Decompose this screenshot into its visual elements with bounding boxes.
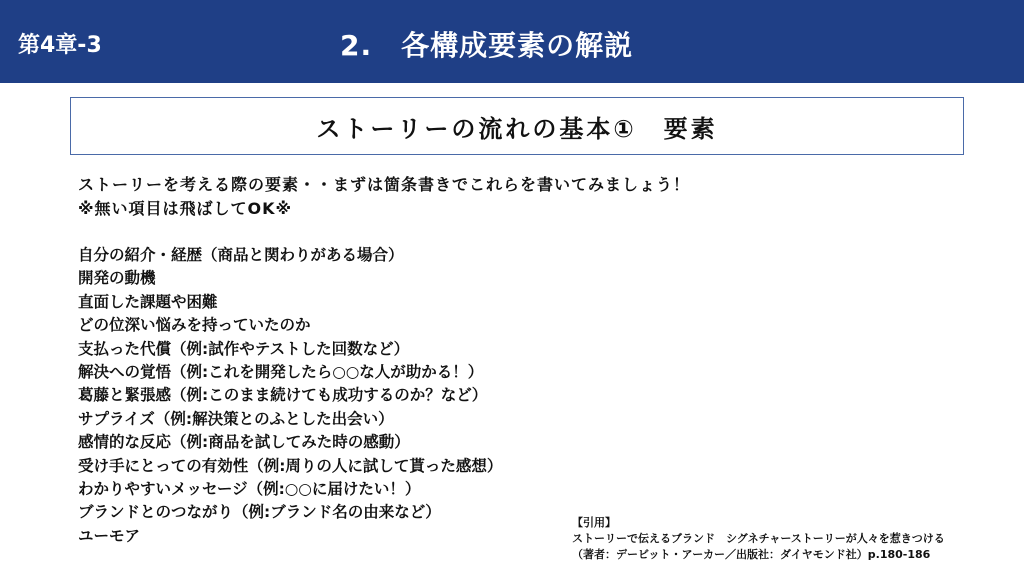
list-item: 支払った代償（例:試作やテストした回数など） [78,339,410,358]
list-item: 直面した課題や困難 [78,292,218,311]
list-item: どの位深い悩みを持っていたのか [78,316,311,335]
citation-label: 【引用】 [572,516,616,529]
list-item: サプライズ（例:解決策とのふとした出会い） [78,409,394,428]
list-item: 自分の紹介・経歴（商品と関わりがある場合） [78,246,404,264]
header-bar [0,0,1024,83]
list-item: 解決への覚悟（例:これを開発したら○○な人が助かる！） [78,362,484,381]
citation-source: ストーリーで伝えるブランド シグネチャーストーリーが人々を惹きつける [572,532,945,545]
list-item: 葛藤と緊張感（例:このまま続けても成功するのか？など） [78,386,488,405]
list-item: ユーモア [78,526,141,545]
chapter-label: 第4章-3 [18,33,102,58]
list-item: 開発の動機 [78,269,156,288]
story-element-list [78,244,502,548]
list-item: わかりやすいメッセージ（例:○○に届けたい！） [78,479,421,498]
intro-text [78,173,690,221]
list-item: 感情的な反応（例:商品を試してみた時の感動） [78,433,410,452]
list-item: 受け手にとっての有効性（例:周りの人に試して貰った感想） [78,456,503,475]
section-title-box [70,97,964,155]
section-title: ストーリーの流れの基本① 要素 [316,114,718,143]
intro-line-2: ※無い項目は飛ばしてOK※ [78,199,293,218]
list-item: ブランドとのつながり（例:ブランド名の由来など） [78,503,441,522]
citation-details: （著者：デービット・アーカー／出版社：ダイヤモンド社）p.180-186 [572,548,931,561]
citation [572,515,945,563]
intro-line-1: ストーリーを考える際の要素・・まずは箇条書きでこれらを書いてみましょう！ [78,175,691,194]
page-title: 2. 各構成要素の解説 [340,29,634,62]
